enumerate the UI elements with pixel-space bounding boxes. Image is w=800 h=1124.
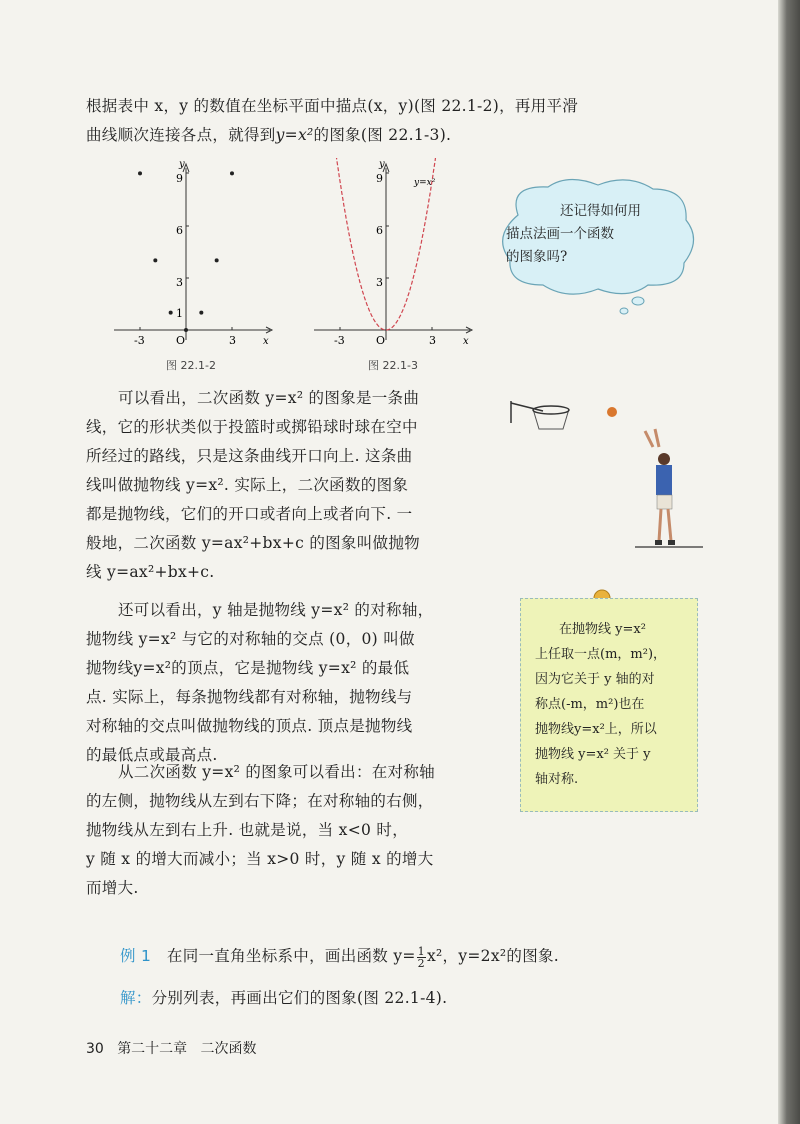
para1-line1: 根据表中 x，y 的数值在坐标平面中描点(x，y)(图 22.1-2)，再用平滑 bbox=[86, 97, 579, 115]
fig2-x-label: x bbox=[263, 336, 269, 347]
fig2-point bbox=[184, 328, 188, 332]
fig2-tick-y-9: 9 bbox=[176, 172, 183, 185]
fig2-tick-y-6: 6 bbox=[176, 224, 183, 237]
fig3-tick-y-6: 6 bbox=[376, 224, 383, 237]
fig2-point bbox=[153, 258, 157, 262]
solution-label: 解： bbox=[120, 989, 152, 1007]
fig3-tick-y-9: 9 bbox=[376, 172, 383, 185]
fig2-tick-y-1: 1 bbox=[176, 307, 183, 320]
fig2-y-label: y bbox=[179, 159, 185, 170]
para1-line2: 曲线顺次连接各点，就得到y=x²的图象(图 22.1-3). bbox=[86, 126, 452, 144]
fig2-point bbox=[230, 171, 234, 175]
fig2-point bbox=[199, 311, 203, 315]
fig2-tick-x-3: 3 bbox=[229, 334, 236, 347]
figure-22-1-2 bbox=[110, 158, 280, 348]
example-line: 例 1 在同一直角坐标系中，画出函数 y= $\frac{1}{2}$ x²，y=2x²的图象. bbox=[120, 944, 560, 970]
fig2-point bbox=[215, 258, 219, 262]
fig3-tick-x-neg3: -3 bbox=[334, 334, 345, 347]
sticky-note: 在抛物线 y=x² 上任取一点(m，m²)， 因为它关于 y 轴的对 称点(-m，m²)也在 抛物线y=x²上，所以 抛物线 y=x² 关于 y 轴对称. bbox=[520, 598, 698, 812]
chapter-title: 二次函数 bbox=[200, 1041, 257, 1057]
fig3-x-label: x bbox=[463, 336, 469, 347]
solution-line: 解：分别列表，再画出它们的图象(图 22.1-4). bbox=[120, 989, 448, 1007]
fig2-point bbox=[138, 171, 142, 175]
page-number: 30 bbox=[86, 1041, 104, 1057]
figure-22-1-3 bbox=[310, 158, 480, 348]
chapter-label: 第二十二章 bbox=[117, 1041, 188, 1057]
basketball-player-illustration bbox=[505, 395, 705, 555]
fig3-tick-x-3: 3 bbox=[429, 334, 436, 347]
fig3-y-label: y bbox=[379, 159, 385, 170]
fig2-origin: O bbox=[176, 334, 186, 347]
page-footer bbox=[86, 1038, 257, 1058]
fig2-point bbox=[169, 311, 173, 315]
bubble-text: 还记得如何用 描点法画一个函数 的图象吗? bbox=[506, 203, 641, 265]
fig2-caption: 图 22.1-2 bbox=[166, 359, 216, 372]
fig3-origin: O bbox=[376, 334, 386, 347]
page-edge bbox=[778, 0, 800, 1124]
fig3-caption: 图 22.1-3 bbox=[368, 359, 418, 372]
fig3-tick-y-3: 3 bbox=[376, 276, 383, 289]
example-fraction: $\frac{1}{2}$ bbox=[417, 944, 425, 970]
example-label: 例 1 bbox=[120, 947, 152, 965]
fig3-curve-label: y=x² bbox=[414, 178, 436, 188]
fig2-tick-x-neg3: -3 bbox=[134, 334, 145, 347]
fig2-tick-y-3: 3 bbox=[176, 276, 183, 289]
